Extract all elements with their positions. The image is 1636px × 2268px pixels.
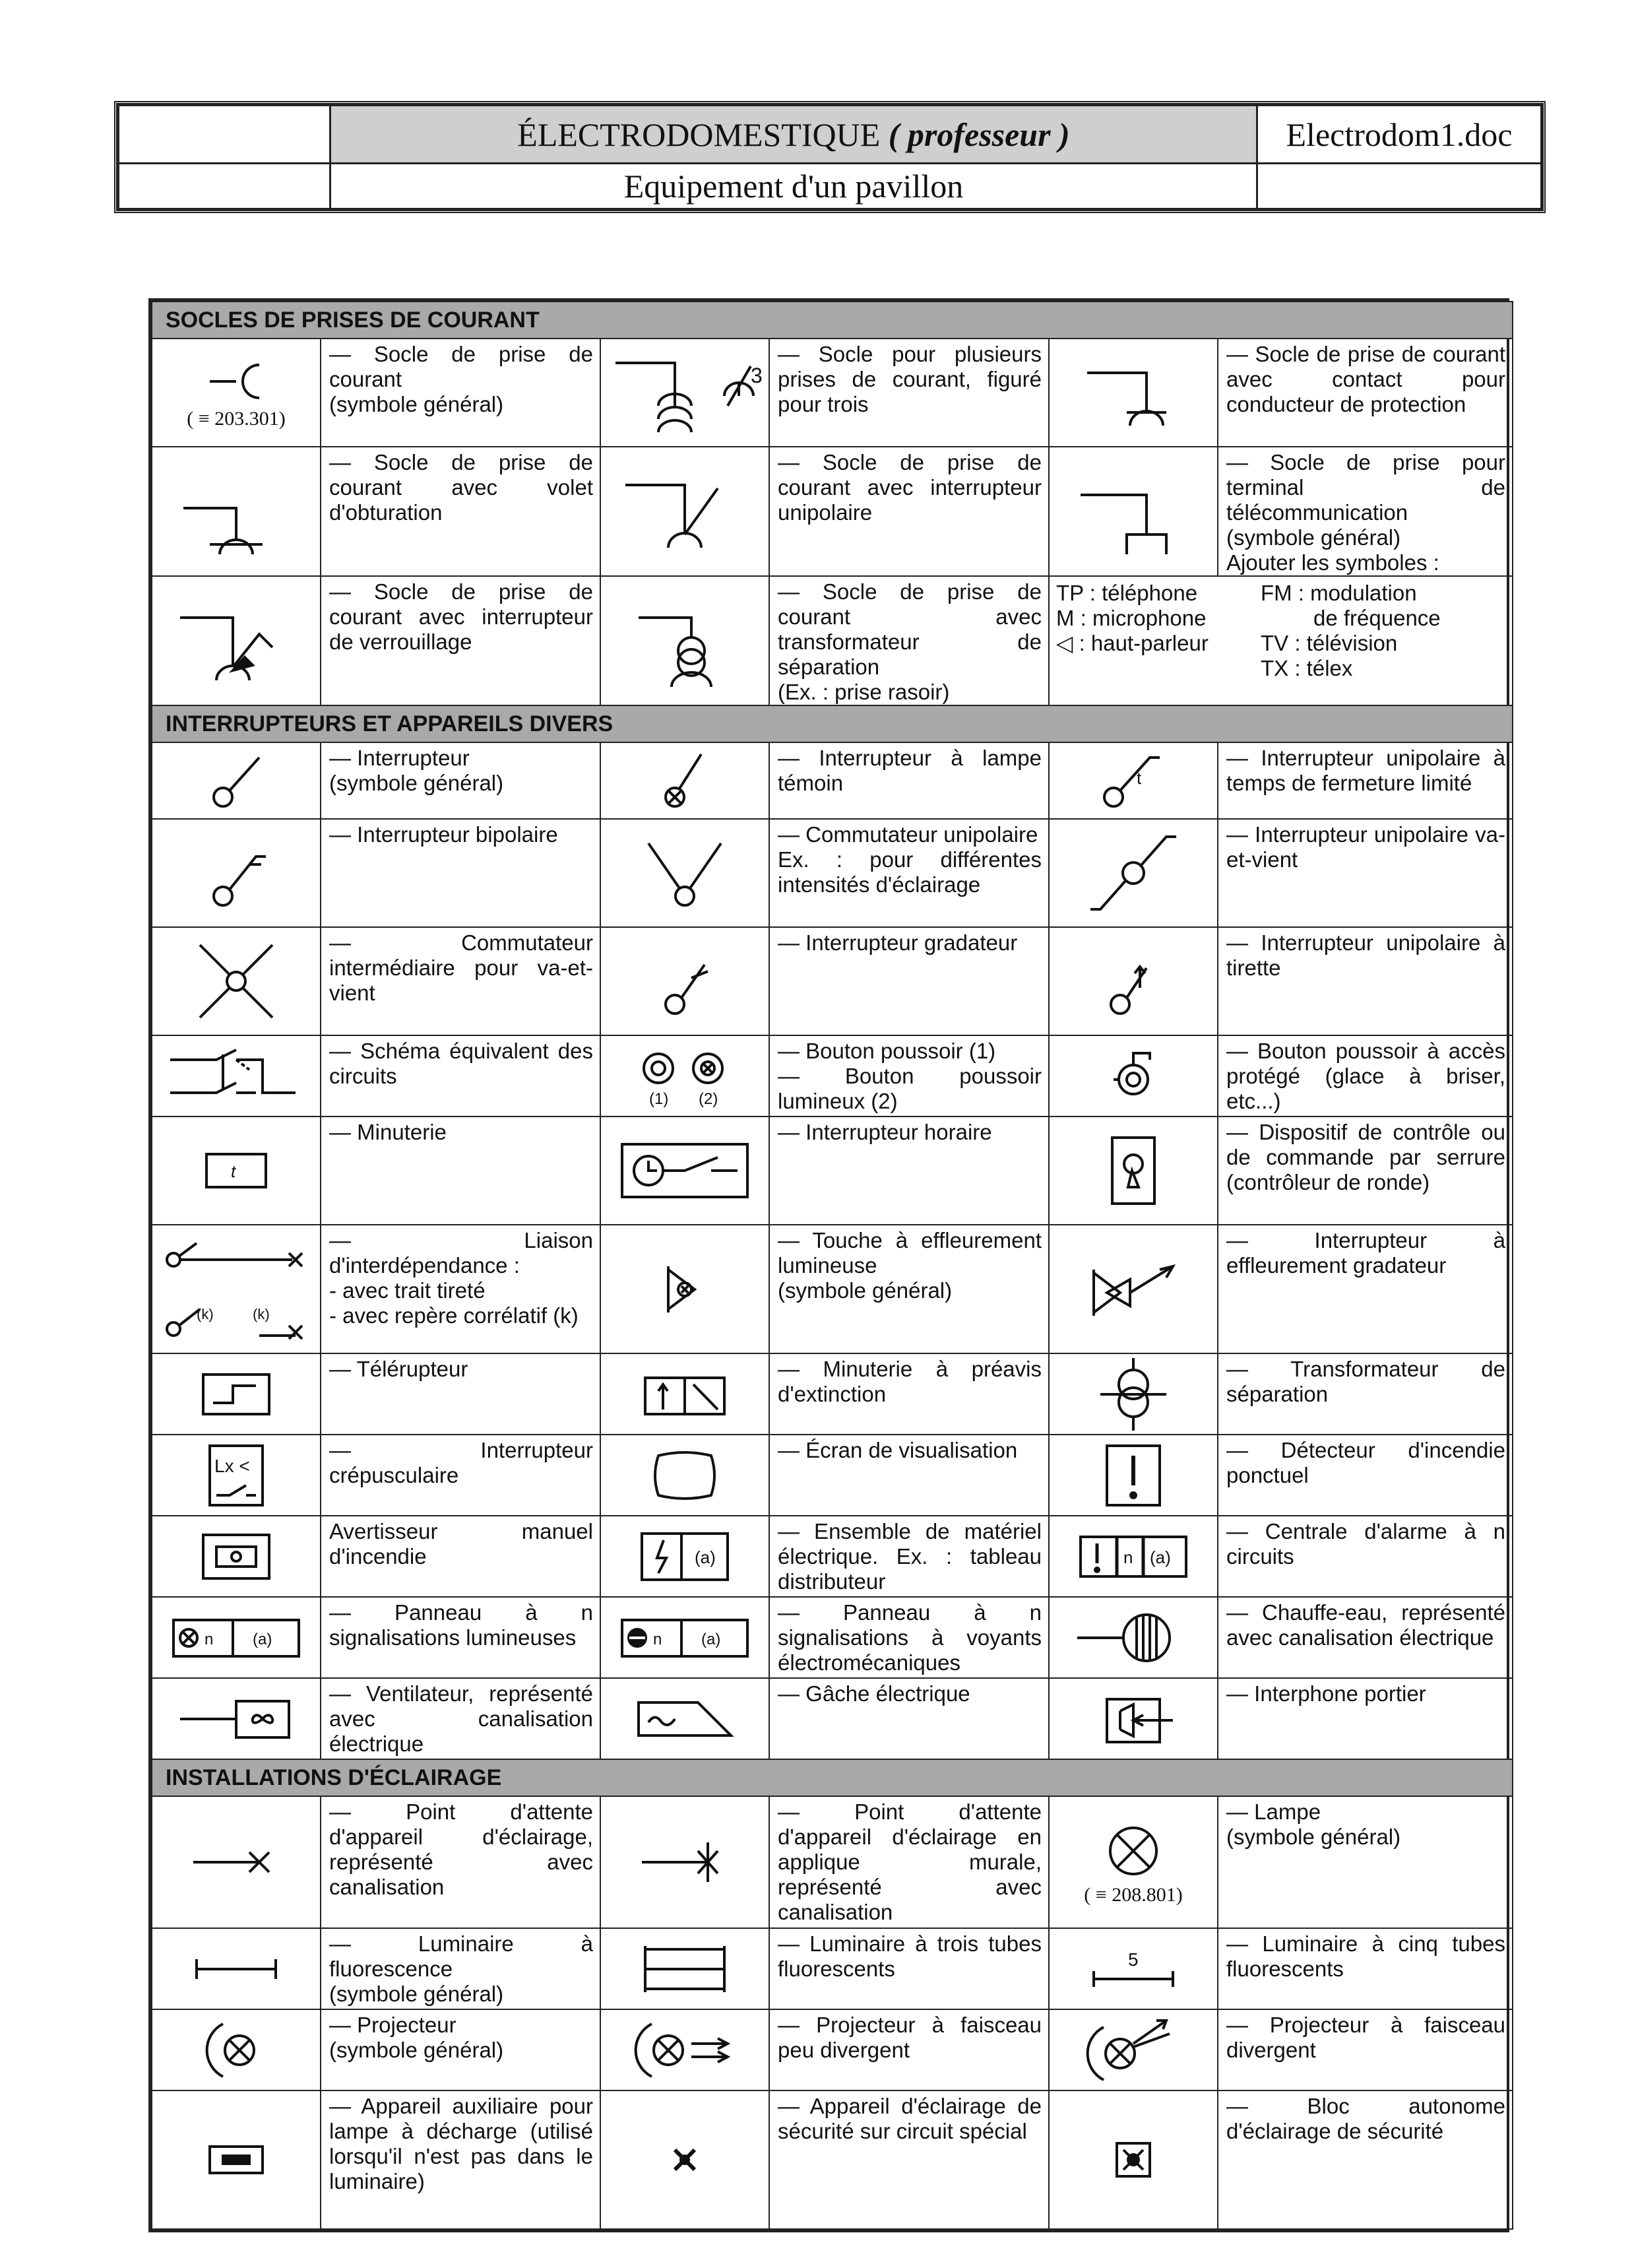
desc-electric-strike: — Gâche électrique <box>769 1678 1049 1759</box>
multi-socket-symbol <box>600 339 769 447</box>
alarm-central-symbol <box>1049 1516 1218 1597</box>
desc-ballast: — Appareil auxiliaire pour lampe à décharge (utilisé lorsqu'il n'est pas dans le luminaire) <box>321 2090 600 2229</box>
water-heater-symbol <box>1049 1597 1218 1678</box>
twilight-switch-symbol <box>152 1435 321 1516</box>
desc-signal-panel: — Panneau à n signalisations lumineuses <box>321 1597 600 1678</box>
ref-number: ( ≡ 208.801) <box>1084 1884 1183 1906</box>
legend-m: M : microphone <box>1056 606 1207 630</box>
legend-tx: TX : télex <box>1261 656 1353 680</box>
fan-symbol <box>152 1678 321 1759</box>
desc-intermediate-switch: — Commutateur intermédiaire pour va-et-vient <box>321 927 600 1035</box>
desc-projector: — Projecteur (symbole général) <box>321 2009 600 2090</box>
desc-protected-button: — Bouton poussoir à accès protégé (glace à briser, etc...) <box>1218 1035 1513 1117</box>
legend-hp: : haut-parleur <box>1079 631 1209 655</box>
desc-timer: — Minuterie <box>321 1117 600 1225</box>
timer-warning-symbol <box>600 1353 769 1435</box>
legend-fm-cont: de fréquence <box>1313 606 1441 630</box>
isolation-transformer-symbol <box>1049 1353 1218 1435</box>
push-button-symbol <box>600 1035 769 1117</box>
narrow-beam-symbol <box>600 2009 769 2090</box>
intermediate-switch-symbol <box>152 927 321 1035</box>
desc-socket-switch: — Socle de prise de courant avec interrupteur unipolaire <box>769 447 1049 576</box>
section-header-interrupteurs: INTERRUPTEURS ET APPAREILS DIVERS <box>152 705 1513 742</box>
section-header-socles: SOCLES DE PRISES DE COURANT <box>152 302 1513 339</box>
mark-a: (a) <box>701 1630 721 1648</box>
desc-equivalent-circuit: — Schéma équivalent des circuits <box>321 1035 600 1117</box>
desc-socket-earth: — Socle de prise de courant avec contact pour conducteur de protection <box>1218 339 1513 447</box>
desc-socket-lock: — Socle de prise de courant avec interrupteur de verrouillage <box>321 576 600 705</box>
desc-pull-switch: — Interrupteur unipolaire à tirette <box>1218 927 1513 1035</box>
desc-autonomous-block: — Bloc autonome d'éclairage de sécurité <box>1218 2090 1513 2229</box>
speaker-icon: ◁ <box>1056 631 1073 655</box>
socket-switch-symbol <box>600 447 769 576</box>
mark-a: (a) <box>695 1547 716 1567</box>
five-tube-symbol <box>1049 1928 1218 2009</box>
desc-socket-telecom: — Socle de prise pour terminal de télécommunication (symbole général) Ajouter les symboles : <box>1218 447 1513 576</box>
desc-five-tube: — Luminaire à cinq tubes fluorescents <box>1218 1928 1513 2009</box>
autonomous-block-symbol <box>1049 2090 1218 2229</box>
door-intercom-symbol <box>1049 1678 1218 1759</box>
desc-switch-general: — Interrupteur (symbole général) <box>321 742 600 819</box>
legend-tp: TP : téléphone <box>1056 581 1198 605</box>
pull-switch-symbol <box>1049 927 1218 1035</box>
desc-three-tube: — Luminaire à trois tubes fluorescents <box>769 1928 1049 2009</box>
desc-electromech-panel: — Panneau à n signalisations à voyants électromécaniques <box>769 1597 1049 1678</box>
lighting-point-symbol <box>152 1796 321 1928</box>
symbol-table <box>148 298 1509 2232</box>
key-lock-symbol <box>1049 1117 1218 1225</box>
switch-general-symbol <box>152 742 321 819</box>
switch-two-way-symbol <box>1049 819 1218 927</box>
desc-water-heater: — Chauffe-eau, représenté avec canalisation électrique <box>1218 1597 1513 1678</box>
desc-alarm-central: — Centrale d'alarme à n circuits <box>1218 1516 1513 1597</box>
desc-multi-socket: — Socle pour plusieurs prises de courant, figuré pour trois <box>769 339 1049 447</box>
header-empty-cell <box>119 106 330 164</box>
electromech-panel-symbol <box>600 1597 769 1678</box>
desc-time-switch: — Interrupteur horaire <box>769 1117 1049 1225</box>
document-header <box>114 101 1546 213</box>
desc-distribution-board: — Ensemble de matériel électrique. Ex. : tableau distributeur <box>769 1516 1049 1597</box>
desc-touch-dimmer: — Interrupteur à effleurement gradateur <box>1218 1225 1513 1353</box>
mark-a: (a) <box>1150 1547 1171 1567</box>
desc-interdependence: — Liaison d'interdépendance : - avec trait tireté - avec repère corrélatif (k) <box>321 1225 600 1353</box>
socket-earth-symbol <box>1049 339 1218 447</box>
desc-commutator: — Commutateur unipolaire Ex. : pour différentes intensités d'éclairage <box>769 819 1049 927</box>
mark-five: 5 <box>1128 1949 1139 1970</box>
mark-one: (1) <box>649 1089 669 1108</box>
desc-door-intercom: — Interphone portier <box>1218 1678 1513 1759</box>
socket-shutter-symbol <box>152 447 321 576</box>
title-main: ÉLECTRODOMESTIQUE <box>517 115 881 153</box>
telecom-legend <box>1049 576 1513 705</box>
header-empty-cell <box>119 164 330 209</box>
desc-twilight-switch: — Interrupteur crépusculaire <box>321 1435 600 1516</box>
fluorescent-symbol <box>152 1928 321 2009</box>
desc-remote-switch: — Télérupteur <box>321 1353 600 1435</box>
mark-n: n <box>204 1630 214 1648</box>
fire-detector-symbol <box>1049 1435 1218 1516</box>
interdependence-symbol <box>152 1225 321 1353</box>
header-empty-cell <box>1257 164 1542 209</box>
mark-three: 3 <box>751 364 763 387</box>
equivalent-circuit-symbol <box>152 1035 321 1117</box>
display-screen-symbol <box>600 1435 769 1516</box>
socket-general-symbol <box>152 339 321 447</box>
desc-switch-bipolar: — Interrupteur bipolaire <box>321 819 600 927</box>
legend-fm: FM : modulation <box>1261 581 1417 605</box>
desc-push-button: — Bouton poussoir (1) — Bouton poussoir lumineux (2) <box>769 1035 1049 1117</box>
time-switch-symbol <box>600 1117 769 1225</box>
title-role: ( professeur ) <box>888 115 1070 153</box>
fire-alarm-call-symbol <box>152 1516 321 1597</box>
desc-touch-key: — Touche à effleurement lumineuse (symbole général) <box>769 1225 1049 1353</box>
document-filename: Electrodom1.doc <box>1257 106 1542 164</box>
mark-a: (a) <box>253 1630 272 1648</box>
timer-symbol <box>152 1117 321 1225</box>
distribution-board-symbol <box>600 1516 769 1597</box>
desc-display-screen: — Écran de visualisation <box>769 1435 1049 1516</box>
desc-switch-indicator: — Interrupteur à lampe témoin <box>769 742 1049 819</box>
mark-n: n <box>1123 1547 1133 1567</box>
desc-wide-beam: — Projecteur à faisceau divergent <box>1218 2009 1513 2090</box>
mark-t: t <box>231 1161 236 1181</box>
ballast-symbol <box>152 2090 321 2229</box>
desc-switch-timed: — Interrupteur unipolaire à temps de fermeture limité <box>1218 742 1513 819</box>
three-tube-symbol <box>600 1928 769 2009</box>
protected-button-symbol <box>1049 1035 1218 1117</box>
desc-fluorescent: — Luminaire à fluorescence (symbole général) <box>321 1928 600 2009</box>
socket-lock-symbol <box>152 576 321 705</box>
desc-timer-warning: — Minuterie à préavis d'extinction <box>769 1353 1049 1435</box>
socket-telecom-symbol <box>1049 447 1218 576</box>
socket-transformer-symbol <box>600 576 769 705</box>
desc-fire-alarm-call: Avertisseur manuel d'incendie <box>321 1516 600 1597</box>
document-subtitle: Equipement d'un pavillon <box>330 164 1257 209</box>
mark-k2: (k) <box>253 1305 270 1322</box>
switch-timed-symbol <box>1049 742 1218 819</box>
mark-n: n <box>653 1630 662 1648</box>
mark-k1: (k) <box>197 1305 214 1322</box>
ref-number: ( ≡ 203.301) <box>187 408 286 430</box>
signal-panel-symbol <box>152 1597 321 1678</box>
switch-bipolar-symbol <box>152 819 321 927</box>
desc-socket-general: — Socle de prise de courant (symbole général) <box>321 339 600 447</box>
section-header-eclairage: INSTALLATIONS D'ÉCLAIRAGE <box>152 1759 1513 1796</box>
desc-socket-transformer: — Socle de prise de courant avec transformateur de séparation (Ex. : prise rasoir) <box>769 576 1049 705</box>
desc-fire-detector: — Détecteur d'incendie ponctuel <box>1218 1435 1513 1516</box>
desc-lighting-point: — Point d'attente d'appareil d'éclairage, représenté avec canalisation <box>321 1796 600 1928</box>
touch-key-symbol <box>600 1225 769 1353</box>
lamp-symbol <box>1049 1796 1218 1928</box>
desc-isolation-transformer: — Transformateur de séparation <box>1218 1353 1513 1435</box>
wide-beam-symbol <box>1049 2009 1218 2090</box>
desc-fan: — Ventilateur, représenté avec canalisation électrique <box>321 1678 600 1759</box>
wall-light-point-symbol <box>600 1796 769 1928</box>
touch-dimmer-symbol <box>1049 1225 1218 1353</box>
switch-indicator-symbol <box>600 742 769 819</box>
desc-dimmer-switch: — Interrupteur gradateur <box>769 927 1049 1035</box>
desc-emergency-light: — Appareil d'éclairage de sécurité sur circuit spécial <box>769 2090 1049 2229</box>
desc-switch-two-way: — Interrupteur unipolaire va-et-vient <box>1218 819 1513 927</box>
desc-wall-light-point: — Point d'attente d'appareil d'éclairage en applique murale, représenté avec canalisation <box>769 1796 1049 1928</box>
mark-two: (2) <box>699 1089 718 1108</box>
desc-socket-shutter: — Socle de prise de courant avec volet d'obturation <box>321 447 600 576</box>
document-title <box>330 106 1257 164</box>
projector-symbol <box>152 2009 321 2090</box>
legend-tv: TV : télévision <box>1261 631 1398 655</box>
remote-switch-symbol <box>152 1353 321 1435</box>
mark-t: t <box>1137 768 1142 788</box>
electric-strike-symbol <box>600 1678 769 1759</box>
commutator-symbol <box>600 819 769 927</box>
mark-lx: Lx < <box>214 1455 250 1476</box>
desc-key-lock: — Dispositif de contrôle ou de commande par serrure (contrôleur de ronde) <box>1218 1117 1513 1225</box>
emergency-light-symbol <box>600 2090 769 2229</box>
desc-narrow-beam: — Projecteur à faisceau peu divergent <box>769 2009 1049 2090</box>
dimmer-switch-symbol <box>600 927 769 1035</box>
desc-lamp: — Lampe (symbole général) <box>1218 1796 1513 1928</box>
